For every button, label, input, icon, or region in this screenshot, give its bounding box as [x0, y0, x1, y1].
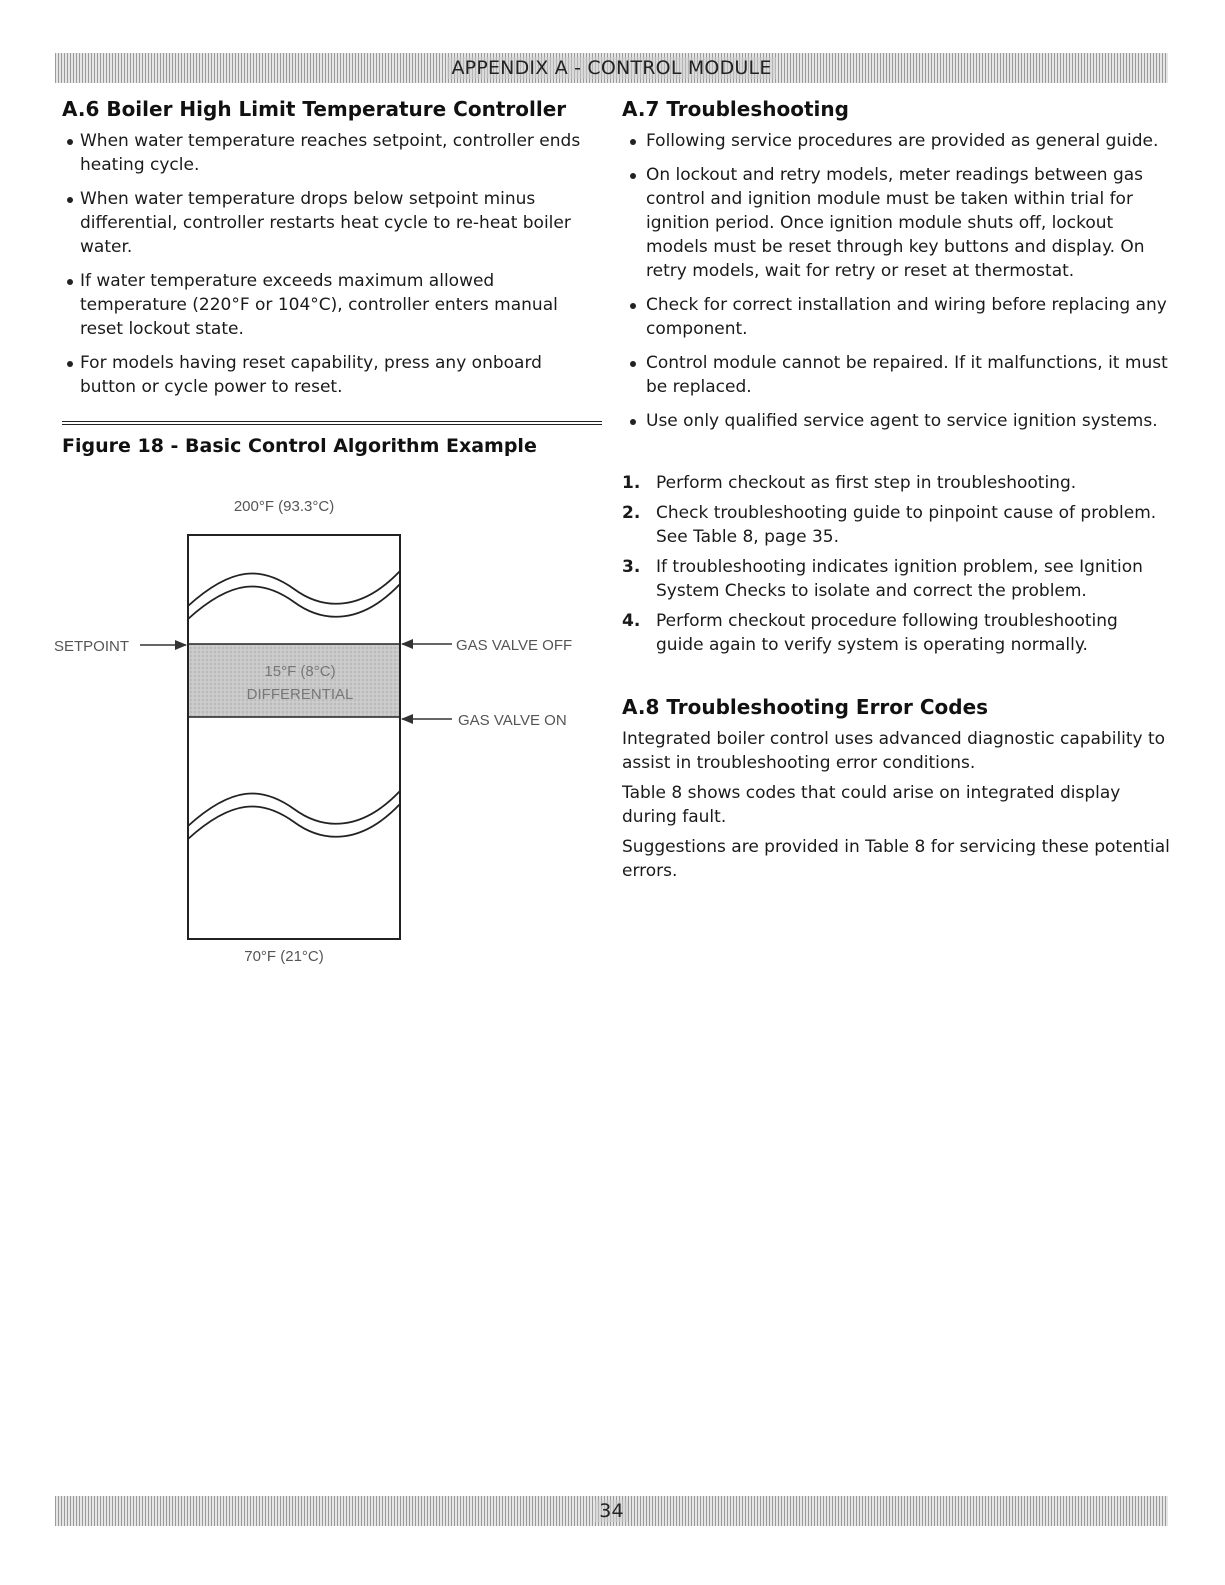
step-text: Check troubleshooting guide to pinpoint cause of problem. See Table 8, page 35. [656, 503, 1157, 547]
step-text: If troubleshooting indicates ignition problem, see Ignition System Checks to isolate and correct the problem. [656, 557, 1143, 601]
page-number: 34 [595, 1500, 628, 1522]
a7-bullet: Check for correct installation and wiring before replacing any component. [622, 293, 1170, 341]
a6-bullet: If water temperature exceeds maximum allowed temperature (220°F or 104°C), controller enters manual reset lockout state. [62, 269, 602, 341]
setpoint-label: SETPOINT [54, 638, 130, 655]
step-item [622, 471, 1170, 495]
differential-band [189, 644, 399, 717]
differential-label: DIFFERENTIAL [246, 686, 354, 703]
gas-valve-on-label: GAS VALVE ON [458, 712, 567, 729]
a7-bullet-list [622, 129, 1170, 433]
a7-bullet: On lockout and retry models, meter readings between gas control and ignition module must be taken within trial for ignition period. Once ignition module shuts off, lockout models must be reset through key buttons and display. On retry models, wait for retry or reset at thermostat. [622, 163, 1170, 283]
a7-heading: A.7 Troubleshooting [622, 97, 849, 121]
step-number: 2. [622, 503, 641, 523]
step-item [622, 609, 1170, 657]
control-algorithm-figure [54, 471, 602, 965]
right-column [622, 95, 1170, 889]
a6-bullet: When water temperature reaches setpoint, controller ends heating cycle. [62, 129, 602, 177]
a8-paragraph: Table 8 shows codes that could arise on integrated display during fault. [622, 783, 1121, 827]
step-item [622, 555, 1170, 603]
troubleshooting-steps [622, 471, 1170, 657]
a7-bullet: Following service procedures are provided as general guide. [622, 129, 1170, 153]
step-text: Perform checkout as first step in troubleshooting. [656, 473, 1077, 493]
control-algorithm-diagram [54, 471, 602, 965]
a6-bullet: When water temperature drops below setpoint minus differential, controller restarts heat cycle to re-heat boiler water. [62, 187, 602, 259]
a7-bullet: Control module cannot be repaired. If it malfunctions, it must be replaced. [622, 351, 1170, 399]
step-text: Perform checkout procedure following troubleshooting guide again to verify system is operating normally. [656, 611, 1118, 655]
a6-bullet: For models having reset capability, press any onboard button or cycle power to reset. [62, 351, 602, 399]
footer-bar [55, 1496, 1168, 1526]
left-column [54, 95, 602, 965]
gas-valve-off-label: GAS VALVE OFF [456, 637, 573, 654]
a8-paragraph: Integrated boiler control uses advanced diagnostic capability to assist in troubleshooting error conditions. [622, 729, 1166, 773]
step-number: 4. [622, 611, 641, 631]
step-number: 1. [622, 473, 641, 493]
a7-bullet: Use only qualified service agent to service ignition systems. [622, 409, 1170, 433]
a8-section [622, 693, 1170, 883]
a6-heading: A.6 Boiler High Limit Temperature Controller [62, 97, 567, 121]
header-bar [55, 53, 1168, 83]
figure-title: Figure 18 - Basic Control Algorithm Example [62, 435, 537, 457]
differential-value: 15°F (8°C) [264, 663, 336, 680]
figure-rule [62, 421, 602, 425]
a8-heading: A.8 Troubleshooting Error Codes [622, 695, 989, 719]
top-temp-label: 200°F (93.3°C) [233, 498, 335, 515]
step-number: 3. [622, 557, 641, 577]
header-title: APPENDIX A - CONTROL MODULE [447, 57, 775, 79]
a8-paragraph: Suggestions are provided in Table 8 for servicing these potential errors. [622, 837, 1170, 881]
step-item [622, 501, 1170, 549]
bottom-temp-label: 70°F (21°C) [244, 948, 324, 965]
a6-bullet-list [62, 129, 602, 399]
